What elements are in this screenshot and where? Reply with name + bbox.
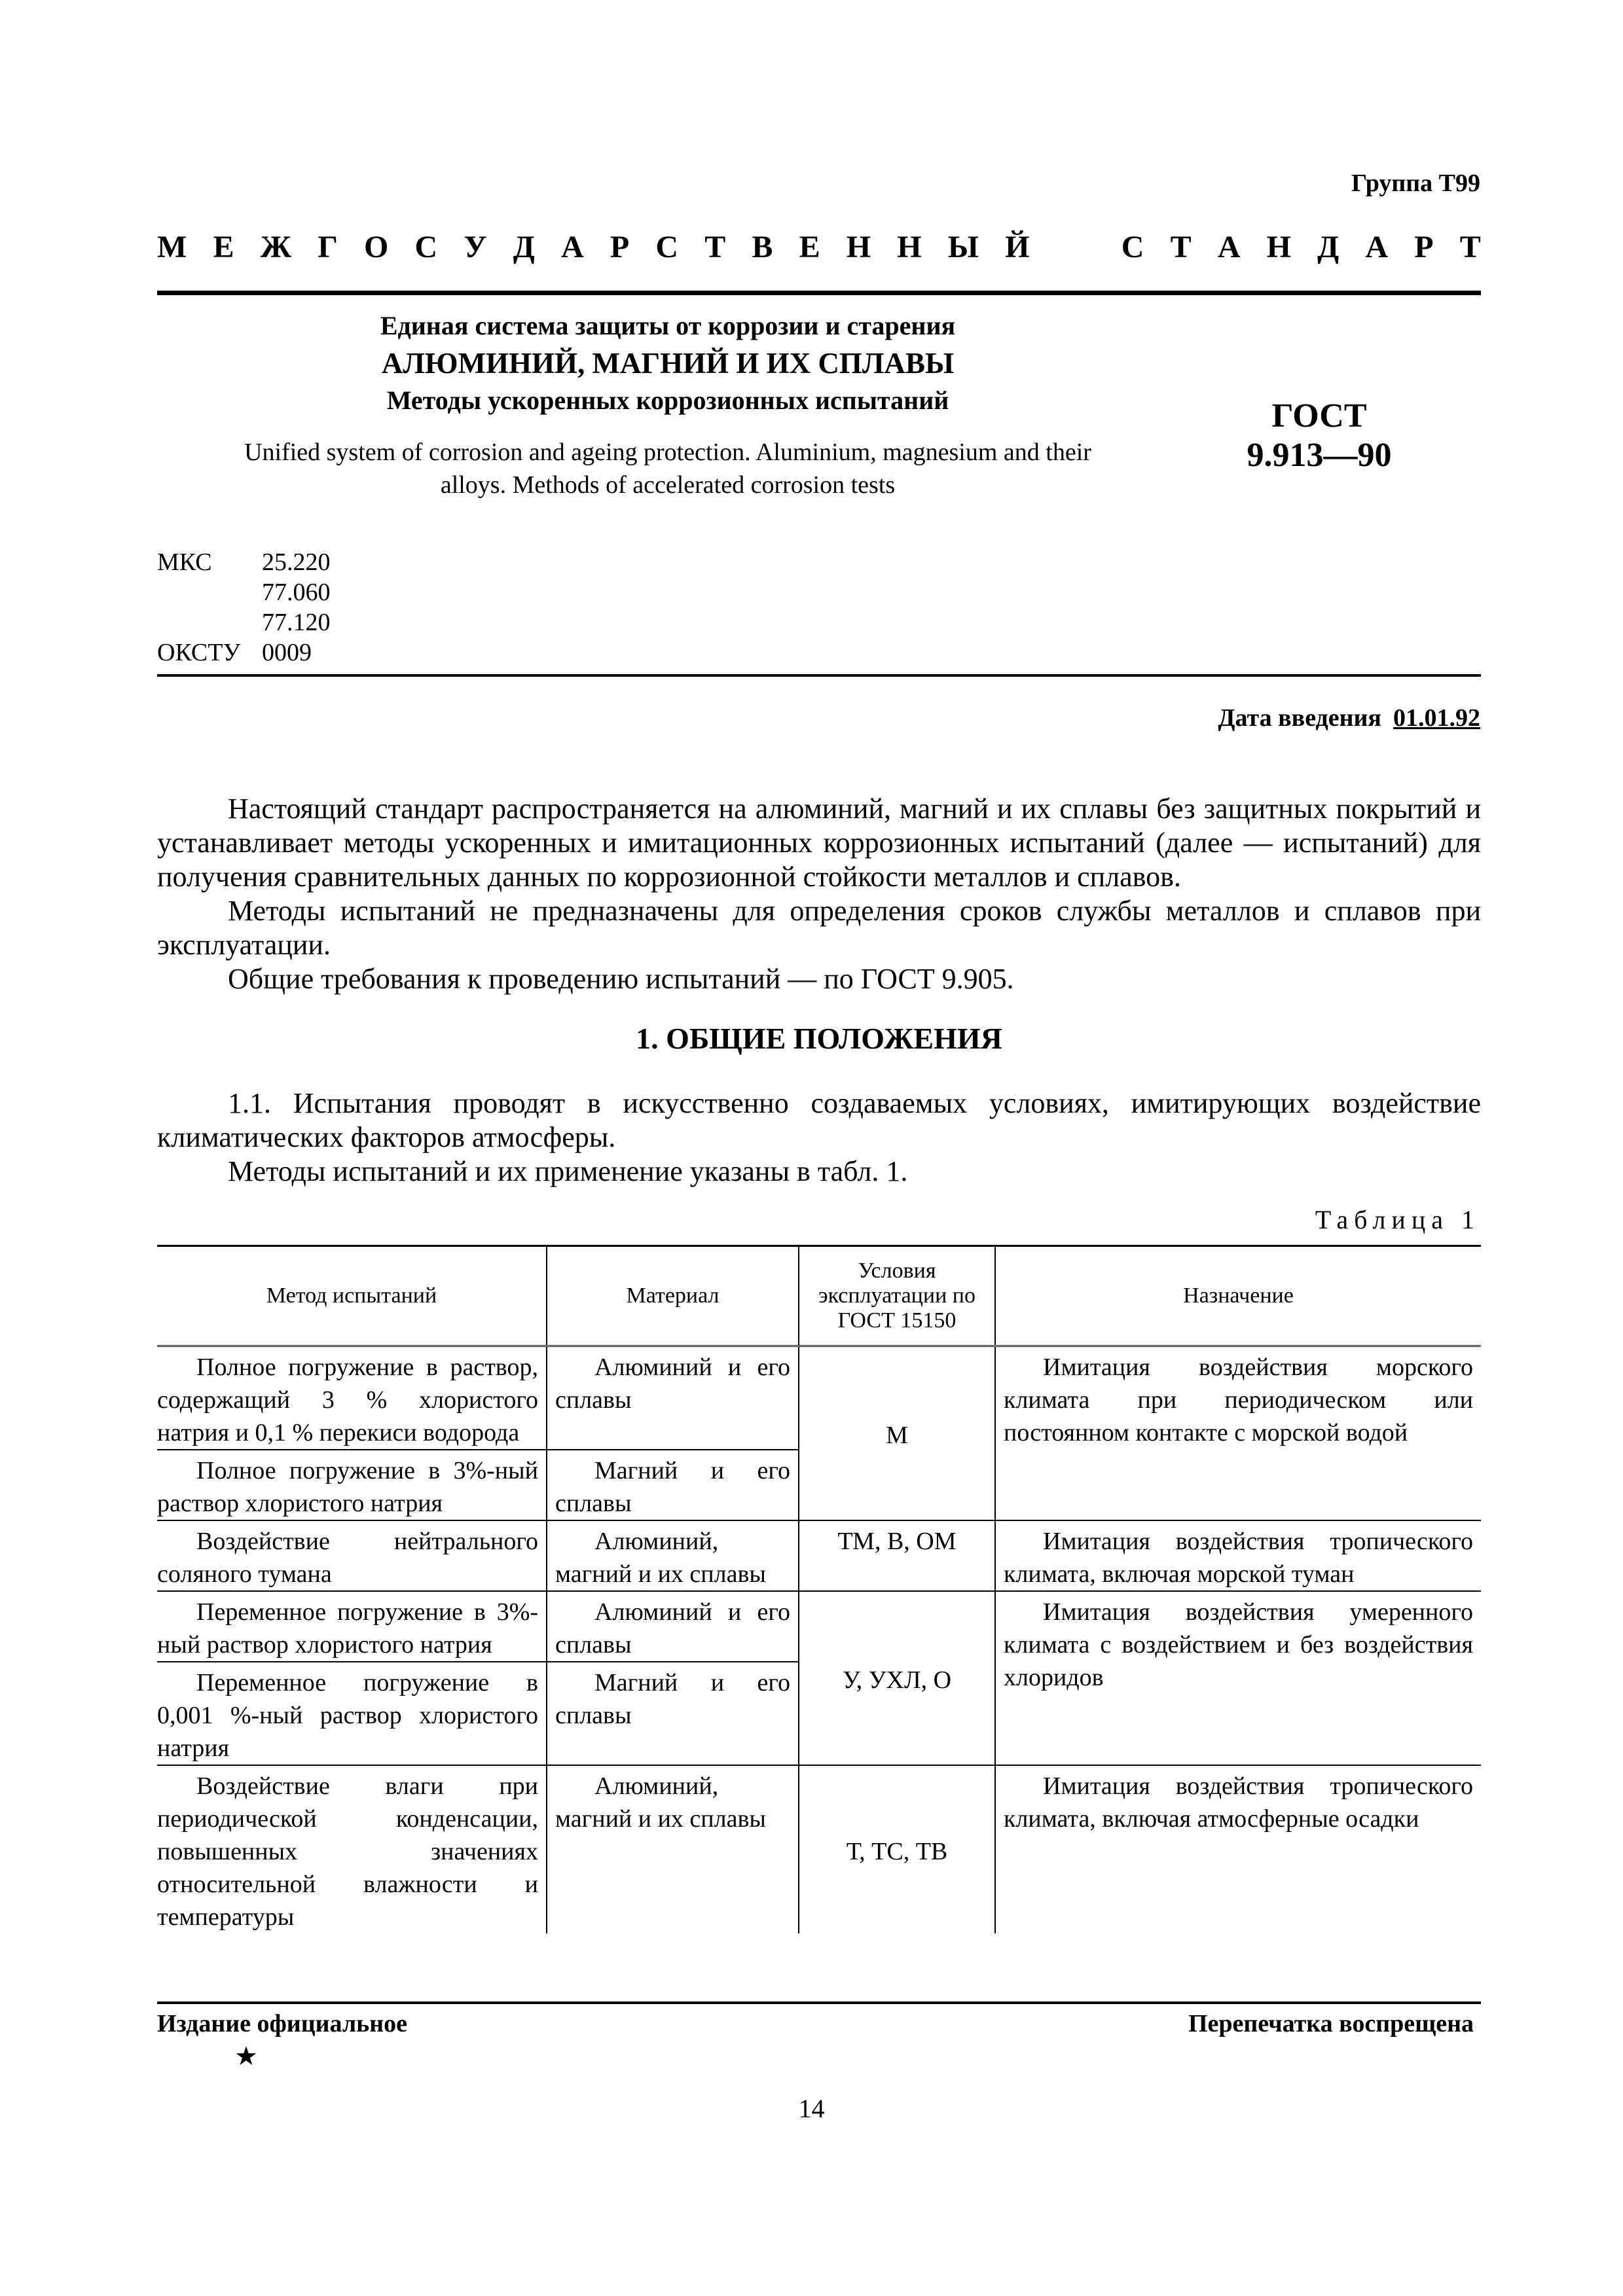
table-caption: Таблица 1 bbox=[1315, 1205, 1480, 1234]
banner-letter: Д bbox=[1317, 230, 1340, 264]
banner-letter: Р bbox=[610, 230, 630, 264]
banner-letter: А bbox=[561, 230, 584, 264]
paragraph: 1.1. Испытания проводят в искусственно создаваемых условиях, имитирующих воздействие климатических факторов атмосферы. bbox=[157, 1087, 1481, 1153]
okstu-value: 0009 bbox=[262, 639, 312, 666]
paragraph: Общие требования к проведению испытаний — по ГОСТ 9.905. bbox=[228, 963, 1014, 995]
column-header: Условия эксплуатации по ГОСТ 15150 bbox=[799, 1246, 995, 1346]
title-block bbox=[157, 309, 1178, 501]
paragraph: Настоящий стандарт распространяется на алюминий, магний и их сплавы без защитных покрытий и устанавливает методы ускоренных и имитационных коррозионных испытаний (далее — испытаний) для получения сравнительных данных по коррозионной стойкости металлов и сплавов. bbox=[157, 793, 1481, 893]
banner-letter: Н bbox=[897, 230, 922, 264]
section-text bbox=[157, 1086, 1481, 1189]
document-title: АЛЮМИНИЙ, МАГНИЙ И ИХ СПЛАВЫ bbox=[381, 347, 955, 380]
introduction-text bbox=[157, 792, 1481, 996]
banner-letter: М bbox=[157, 230, 187, 264]
paragraph: Методы испытаний не предназначены для определения сроков службы металлов и сплавов при эксплуатации. bbox=[157, 895, 1481, 961]
banner-letter: Ы bbox=[947, 230, 979, 264]
material-cell: Алюминий и его сплавы bbox=[547, 1591, 799, 1662]
banner-letter: С bbox=[655, 230, 679, 264]
banner-letter: О bbox=[364, 230, 389, 264]
banner-letter: Е bbox=[213, 230, 234, 264]
group-label: Группа Т99 bbox=[1351, 170, 1480, 197]
banner-letter: У bbox=[464, 230, 487, 264]
date-label: Дата введения bbox=[1218, 704, 1381, 732]
mks-value: 77.060 bbox=[262, 579, 331, 606]
reprint-notice: Перепечатка воспрещена bbox=[1188, 2010, 1474, 2037]
methods-table bbox=[157, 1245, 1481, 1933]
method-cell: Полное погружение в 3%-ный раствор хлористого натрия bbox=[157, 1450, 547, 1520]
system-title: Единая система защиты от коррозии и старения bbox=[380, 311, 956, 340]
banner-gap bbox=[1056, 229, 1095, 265]
banner-letter: Й bbox=[1005, 230, 1030, 264]
purpose-cell: Имитация воздействия умеренного климата с воздействием и без воздействия хлоридов bbox=[995, 1591, 1481, 1765]
method-cell: Воздействие нейтрального соляного тумана bbox=[157, 1520, 547, 1591]
purpose-cell: Имитация воздействия морского климата при периодическом или постоянном контакте с морской водой bbox=[995, 1346, 1481, 1521]
table-row bbox=[157, 1346, 1481, 1450]
gost-designation bbox=[1211, 397, 1427, 475]
footer-rule bbox=[157, 2001, 1481, 2004]
banner-letter: Ж bbox=[260, 230, 292, 264]
column-header: Назначение bbox=[995, 1246, 1481, 1346]
banner-letter: А bbox=[1217, 230, 1241, 264]
conditions-cell: ТМ, В, ОМ bbox=[799, 1520, 995, 1591]
english-title: Unified system of corrosion and ageing protection. Aluminium, magnesium and their alloys. Methods of accelerated corrosion tests bbox=[244, 439, 1091, 499]
table-row bbox=[157, 1765, 1481, 1933]
mks-value: 25.220 bbox=[262, 548, 331, 576]
okstu-label: ОКСТУ bbox=[157, 639, 241, 666]
banner-letter: Т bbox=[1170, 230, 1192, 264]
gost-label: ГОСТ bbox=[1271, 397, 1367, 435]
purpose-cell: Имитация воздействия тропического климата, включая атмосферные осадки bbox=[995, 1765, 1481, 1933]
section-heading: 1. ОБЩИЕ ПОЛОЖЕНИЯ bbox=[636, 1022, 1002, 1055]
method-cell: Воздействие влаги при периодической конденсации, повышенных значениях относительной влажности и температуры bbox=[157, 1765, 547, 1933]
method-cell: Переменное погружение в 0,001 %-ный раствор хлористого натрия bbox=[157, 1662, 547, 1765]
banner-letter: Н bbox=[846, 230, 871, 264]
column-header: Материал bbox=[547, 1246, 799, 1346]
table-row bbox=[157, 1520, 1481, 1591]
material-cell: Алюминий, магний и их сплавы bbox=[547, 1765, 799, 1933]
page-number: 14 bbox=[798, 2094, 825, 2123]
conditions-cell: У, УХЛ, О bbox=[799, 1591, 995, 1765]
banner-letter: Т bbox=[704, 230, 726, 264]
classification-codes bbox=[157, 547, 331, 668]
codes-rule bbox=[157, 674, 1481, 677]
material-cell: Алюминий и его сплавы bbox=[547, 1346, 799, 1450]
introduction-date bbox=[1218, 704, 1480, 732]
banner-letter: С bbox=[414, 230, 438, 264]
material-cell: Алюминий, магний и их сплавы bbox=[547, 1520, 799, 1591]
paragraph: Методы испытаний и их применение указаны в табл. 1. bbox=[228, 1155, 908, 1187]
mks-label: МКС bbox=[157, 548, 212, 576]
edition-label: Издание официальное bbox=[157, 2010, 408, 2037]
header-rule bbox=[157, 291, 1481, 295]
banner-letter: Р bbox=[1414, 230, 1434, 264]
banner-letter: Г bbox=[318, 230, 338, 264]
banner-letter: А bbox=[1365, 230, 1389, 264]
banner-letter: Е bbox=[799, 230, 820, 264]
date-value: 01.01.92 bbox=[1393, 704, 1480, 732]
banner-letter: Н bbox=[1266, 230, 1291, 264]
material-cell: Магний и его сплавы bbox=[547, 1662, 799, 1765]
interstate-standard-banner bbox=[157, 229, 1481, 265]
banner-letter: С bbox=[1121, 230, 1144, 264]
mks-value: 77.120 bbox=[262, 609, 331, 636]
method-cell: Полное погружение в раствор, содержащий 3 % хлористого натрия и 0,1 % перекиси водорода bbox=[157, 1354, 538, 1446]
gost-number: 9.913—90 bbox=[1247, 437, 1392, 474]
table-row bbox=[157, 1591, 1481, 1662]
conditions-cell: М bbox=[799, 1346, 995, 1521]
column-header: Метод испытаний bbox=[157, 1246, 547, 1346]
document-subtitle: Методы ускоренных коррозионных испытаний bbox=[386, 386, 949, 415]
star-icon: ★ bbox=[234, 2041, 258, 2071]
banner-letter: Д bbox=[513, 230, 535, 264]
material-cell: Магний и его сплавы bbox=[547, 1450, 799, 1520]
conditions-cell: Т, ТС, ТВ bbox=[799, 1765, 995, 1933]
method-cell: Переменное погружение в 3%-ный раствор хлористого натрия bbox=[157, 1591, 547, 1662]
banner-letter: В bbox=[752, 230, 773, 264]
banner-letter: Т bbox=[1459, 230, 1481, 264]
purpose-cell: Имитация воздействия тропического климата, включая морской туман bbox=[995, 1520, 1481, 1591]
